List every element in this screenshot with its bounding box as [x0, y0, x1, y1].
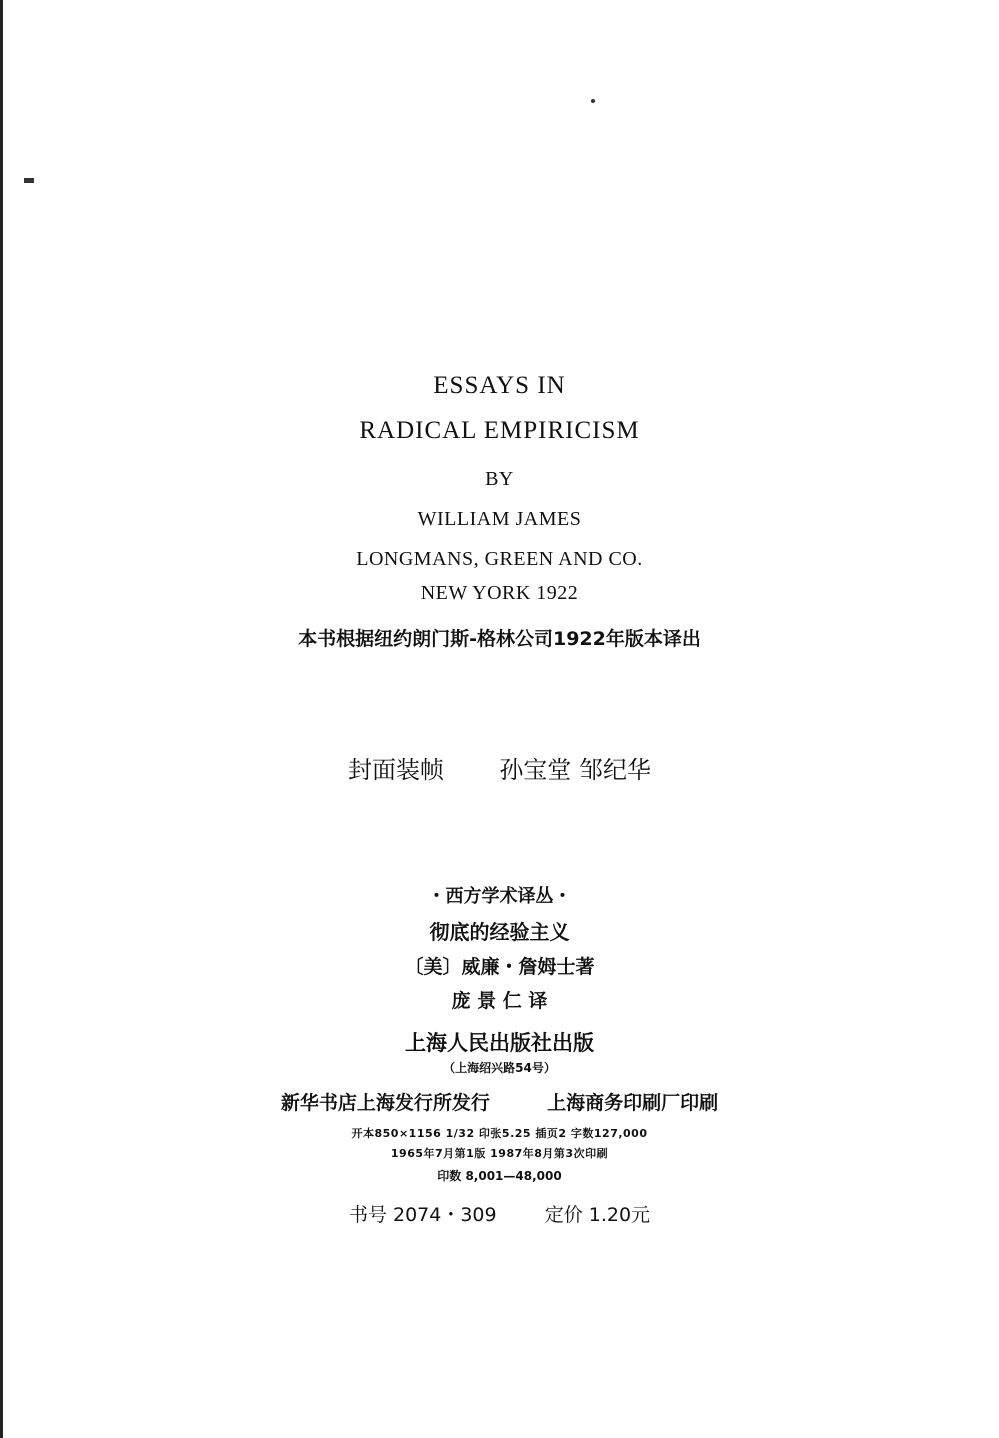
- cover-design-credit: [0, 750, 999, 785]
- publisher-cn: 上海人民出版社出版: [405, 1031, 594, 1055]
- distribution-line: [0, 1088, 999, 1115]
- cover-design-label: 封面装帧: [348, 756, 445, 784]
- cover-designers: 孙宝堂 邹纪华: [499, 756, 651, 784]
- number-and-price: [0, 1200, 999, 1227]
- english-title-line1: ESSAYS IN: [433, 372, 566, 399]
- price: 定价 1.20元: [544, 1204, 651, 1226]
- scan-speck: [24, 178, 34, 183]
- series-name: ・西方学术译丛・: [427, 886, 572, 907]
- printer: 上海商务印刷厂印刷: [547, 1092, 719, 1114]
- scan-speck: [591, 99, 595, 103]
- chinese-title: 彻底的经验主义: [429, 920, 570, 944]
- book-number: 书号 2074・309: [348, 1204, 497, 1226]
- translator: 庞 景 仁 译: [451, 990, 548, 1012]
- english-title-line2: RADICAL EMPIRICISM: [359, 417, 640, 444]
- english-place-year: NEW YORK 1922: [420, 582, 579, 604]
- english-by: BY: [485, 468, 514, 490]
- chinese-author: 〔美〕威廉・詹姆士著: [404, 956, 595, 978]
- print-run: 印数 8,001—48,000: [437, 1169, 562, 1183]
- english-author: WILLIAM JAMES: [417, 508, 582, 530]
- book-specs: 开本850×1156 1/32 印张5.25 插页2 字数127,000: [351, 1127, 648, 1140]
- distributor: 新华书店上海发行所发行: [280, 1092, 490, 1114]
- edition-history: 1965年7月第1版 1987年8月第3次印刷: [390, 1147, 609, 1160]
- translation-source-note: 本书根据纽约朗门斯-格林公司1922年版本译出: [298, 628, 701, 650]
- publisher-address: （上海绍兴路54号）: [443, 1061, 556, 1075]
- english-publisher: LONGMANS, GREEN AND CO.: [356, 548, 643, 570]
